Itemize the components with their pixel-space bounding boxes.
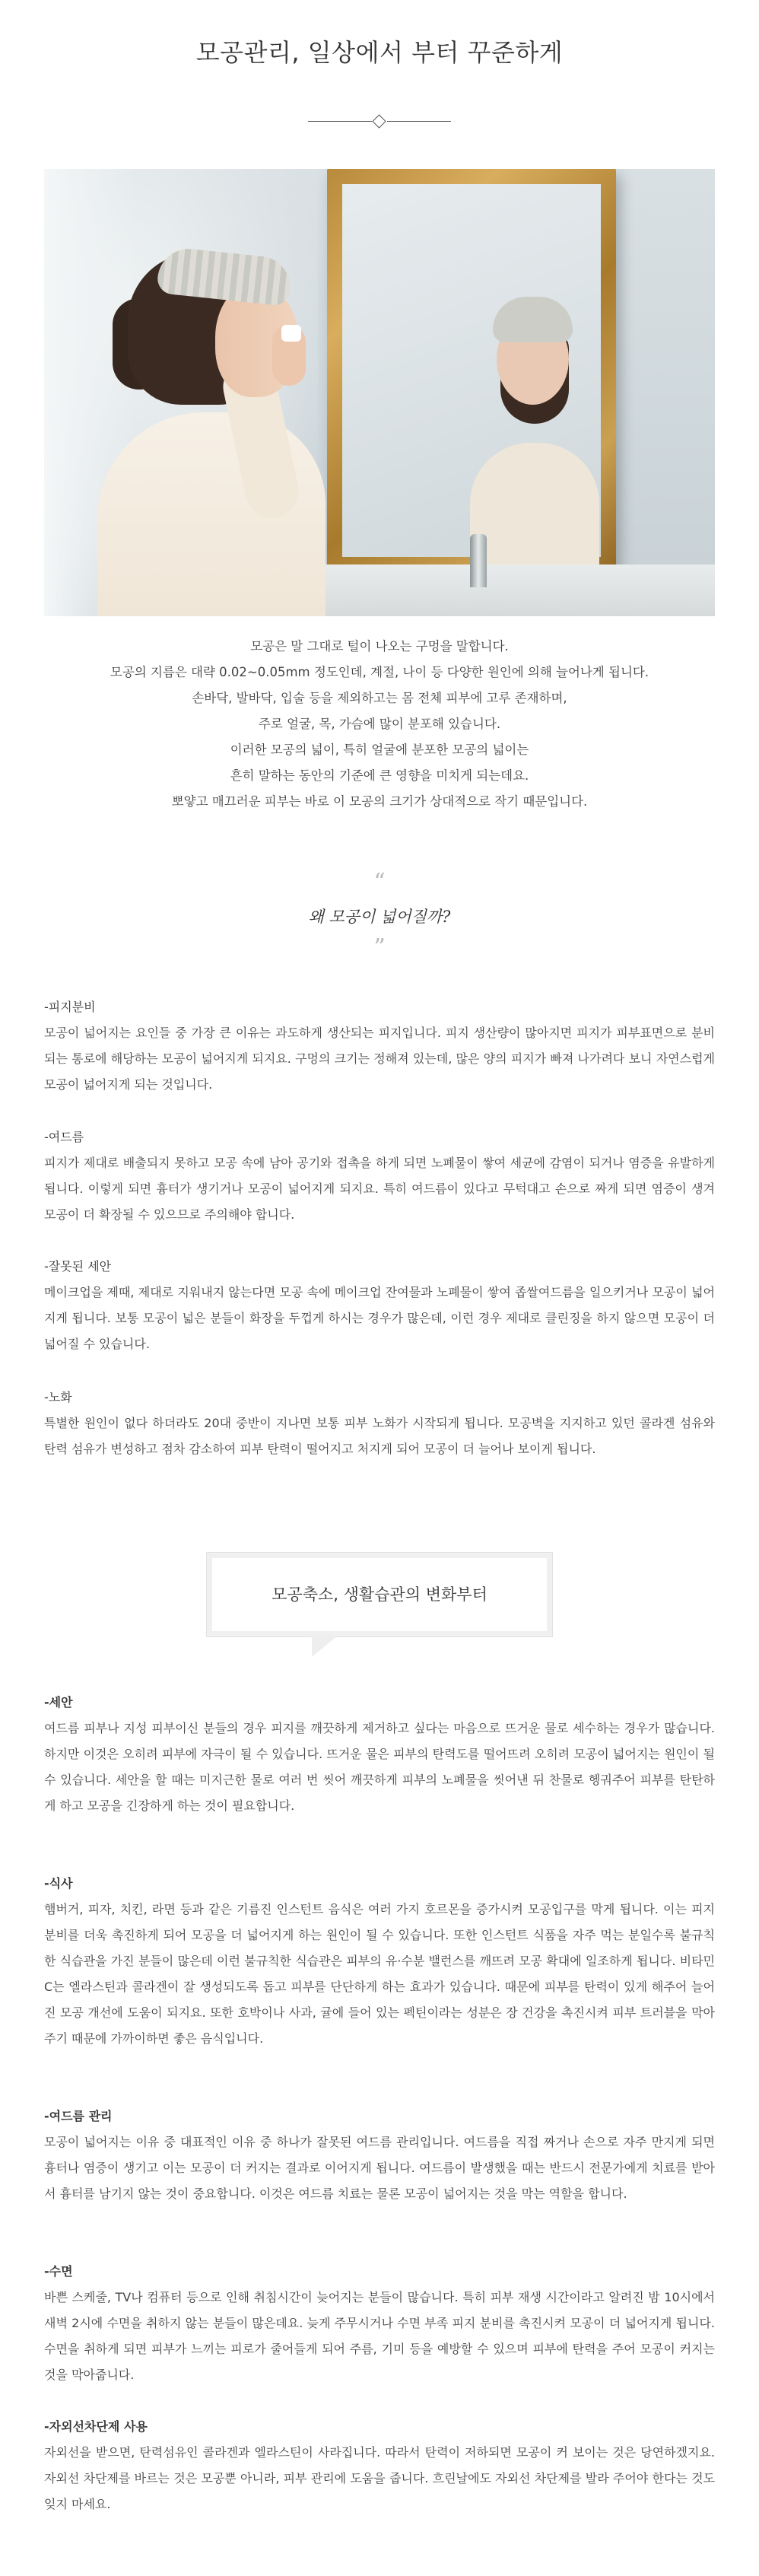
section-heading: -세안 bbox=[44, 1695, 73, 1709]
close-quote-icon: ” bbox=[373, 934, 386, 961]
title-divider bbox=[308, 114, 451, 129]
section-heading: -자외선차단제 사용 bbox=[44, 2419, 148, 2434]
section-body: 메이크업을 제때, 제대로 지워내지 않는다면 모공 속에 메이크업 잔여물과 노폐물이 쌓여 좁쌀여드름을 일으키거나 모공이 넓어지게 됩니다. 보통 모공이 넓은 분들이 화장을 두껍게 하시는 경우가 많은데, 이런 경우 제대로 클린징을 하지 않으면 모공이 더 넓어질 수 있습니다. bbox=[44, 1285, 715, 1351]
sink bbox=[318, 564, 715, 616]
bubble-tail bbox=[312, 1636, 338, 1657]
cause-section-aging bbox=[44, 1385, 715, 1462]
habit-section-diet bbox=[44, 1871, 715, 2052]
section-heading: -피지분비 bbox=[44, 1000, 96, 1014]
intro-line: 모공의 지름은 대략 0.02~0.05mm 정도인데, 계절, 나이 등 다양한 원인에 의해 늘어나게 됩니다. bbox=[110, 665, 649, 679]
section-heading: -여드름 bbox=[44, 1130, 84, 1144]
section-body: 자외선을 받으면, 탄력섬유인 콜라겐과 엘라스틴이 사라집니다. 따라서 탄력이 저하되면 모공이 커 보이는 것은 당연하겠지요. 자외선 차단제를 바르는 것은 모공뿐 아니라, 피부 관리에 도움을 줍니다. 흐린날에도 자외선 차단제를 발라 주어야 한다는 것도 잊지 마세요. bbox=[44, 2445, 715, 2511]
cotton-pad bbox=[281, 325, 301, 342]
section-body: 햄버거, 피자, 치킨, 라면 등과 같은 기름진 인스턴트 음식은 여러 가지 호르몬을 증가시켜 모공입구를 막게 됩니다. 이는 피지 분비를 더욱 촉진하게 되어 모공을 더 넓어지게 하는 원인이 될 수 있습니다. 또한 인스턴트 식품을 자주 먹는 분일수록 불규칙한 식습관을 가진 분들이 많은데 이런 불규칙한 식습관은 피부의 유·수분 밸런스를 깨뜨려 모공 확대에 일조하게 됩니다. 비타민 C는 엘라스틴과 콜라겐이 잘 생성되도록 돕고 피부를 단단하게 하는 효과가 있습니다. 때문에 피부를 탄력이 있게 해주어 늘어진 모공 개선에 도움이 되지요. 또한 호박이나 사과, 귤에 들어 있는 펙틴이라는 성분은 장 건강을 촉진시켜 피부 트러블을 막아주기 때문에 가까이하면 좋은 음식입니다. bbox=[44, 1902, 715, 2046]
section-heading: -노화 bbox=[44, 1390, 72, 1404]
intro-line: 흔히 말하는 동안의 기준에 큰 영향을 미치게 되는데요. bbox=[230, 768, 529, 783]
intro-line: 모공은 말 그대로 털이 나오는 구멍을 말합니다. bbox=[250, 639, 509, 654]
woman-figure bbox=[97, 412, 326, 616]
section-body: 피지가 제대로 배출되지 못하고 모공 속에 남아 공기와 접촉을 하게 되면 노폐물이 쌓여 세균에 감염이 되거나 염증을 유발하게 됩니다. 이렇게 되면 흉터가 생기거나 모공이 넓어지게 되지요. 특히 여드름이 있다고 무턱대고 손으로 짜게 되면 염증이 생겨 모공이 더 확장될 수 있으므로 주의해야 합니다. bbox=[44, 1156, 715, 1222]
intro-line: 손바닥, 발바닥, 입술 등을 제외하고는 몸 전체 피부에 고루 존재하며, bbox=[192, 691, 567, 705]
cause-section-cleansing bbox=[44, 1254, 715, 1357]
divider-line-left bbox=[308, 121, 372, 122]
section-heading: -식사 bbox=[44, 1876, 73, 1891]
cause-section-acne bbox=[44, 1124, 715, 1228]
divider-line-right bbox=[387, 121, 451, 122]
section-body: 바쁜 스케줄, TV나 컴퓨터 등으로 인해 취침시간이 늦어지는 분들이 많습니다. 특히 피부 재생 시간이라고 알려진 밤 10시에서 새벽 2시에 수면을 취하지 않는 분들이 많은데요. 늦게 주무시거나 수면 부족 피지 분비를 촉진시켜 모공이 더 넓어지게 됩니다. 수면을 취하게 되면 피부가 느끼는 피로가 줄어들게 되어 주름, 기미 등을 예방할 수 있으며 피부에 탄력을 주어 모공이 커지는 것을 막아줍니다. bbox=[44, 2290, 715, 2382]
section-body: 여드름 피부나 지성 피부이신 분들의 경우 피지를 깨끗하게 제거하고 싶다는 마음으로 뜨거운 물로 세수하는 경우가 많습니다. 하지만 이것은 오히려 피부에 자극이 될 수 있습니다. 뜨거운 물은 피부의 탄력도를 떨어뜨려 오히려 모공이 넓어지는 원인이 될 수 있습니다. 세안을 할 때는 미지근한 물로 여러 번 씻어 깨끗하게 피부의 노폐물을 씻어낸 뒤 찬물로 헹궈주어 피부를 탄탄하게 하고 모공을 긴장하게 하는 것이 필요합니다. bbox=[44, 1721, 715, 1813]
intro-line: 이러한 모공의 넓이, 특히 얼굴에 분포한 모공의 넓이는 bbox=[230, 743, 529, 757]
cause-section-sebum bbox=[44, 994, 715, 1098]
habit-section-acne-care bbox=[44, 2104, 715, 2207]
open-quote-icon: “ bbox=[373, 869, 386, 895]
section-heading: -여드름 관리 bbox=[44, 2109, 113, 2123]
hero-photo bbox=[44, 169, 715, 616]
section-heading: -수면 bbox=[44, 2264, 73, 2279]
quote-heading: 왜 모공이 넓어질까? bbox=[308, 908, 451, 926]
page-title: 모공관리, 일상에서 부터 꾸준하게 bbox=[195, 38, 564, 67]
section-heading: -잘못된 세안 bbox=[44, 1259, 112, 1274]
intro-text bbox=[0, 634, 759, 815]
section-body: 모공이 넓어지는 요인들 중 가장 큰 이유는 과도하게 생산되는 피지입니다. 피지 생산량이 많아지면 피지가 피부표면으로 분비되는 통로에 해당하는 모공이 넓어지게 되지요. 구멍의 크기는 정해져 있는데, 많은 양의 피지가 빠져 나가려다 보니 자연스럽게 모공이 넓어지게 되는 것입니다. bbox=[44, 1026, 715, 1092]
section-body: 특별한 원인이 없다 하더라도 20대 중반이 지나면 보통 피부 노화가 시작되게 됩니다. 모공벽을 지지하고 있던 콜라겐 섬유와 탄력 섬유가 변성하고 점차 감소하여 피부 탄력이 떨어지고 처지게 되어 모공이 더 늘어나 보이게 됩니다. bbox=[44, 1416, 715, 1456]
diamond-icon bbox=[372, 114, 386, 128]
faucet bbox=[470, 534, 487, 587]
intro-line: 주로 얼굴, 목, 가슴에 많이 분포해 있습니다. bbox=[258, 717, 501, 731]
habit-section-washing bbox=[44, 1690, 715, 1819]
intro-line: 뽀얗고 매끄러운 피부는 바로 이 모공의 크기가 상대적으로 작기 때문입니다. bbox=[171, 794, 588, 809]
speech-bubble bbox=[212, 1558, 547, 1631]
habit-section-sleep bbox=[44, 2259, 715, 2388]
quote-block bbox=[0, 871, 759, 959]
bubble-heading: 모공축소, 생활습관의 변화부터 bbox=[272, 1585, 487, 1604]
habit-section-sunscreen bbox=[44, 2414, 715, 2517]
section-body: 모공이 넓어지는 이유 중 대표적인 이유 중 하나가 잘못된 여드름 관리입니다. 여드름을 직접 짜거나 손으로 자주 만지게 되면 흉터나 염증이 생기고 이는 모공이 더 커지는 결과로 이어지게 됩니다. 여드름이 발생했을 때는 반드시 전문가에게 치료를 받아서 흉터를 남기지 않는 것이 중요합니다. 이것은 여드름 치료는 물론 모공이 넓어지는 것을 막는 역할을 합니다. bbox=[44, 2135, 715, 2201]
